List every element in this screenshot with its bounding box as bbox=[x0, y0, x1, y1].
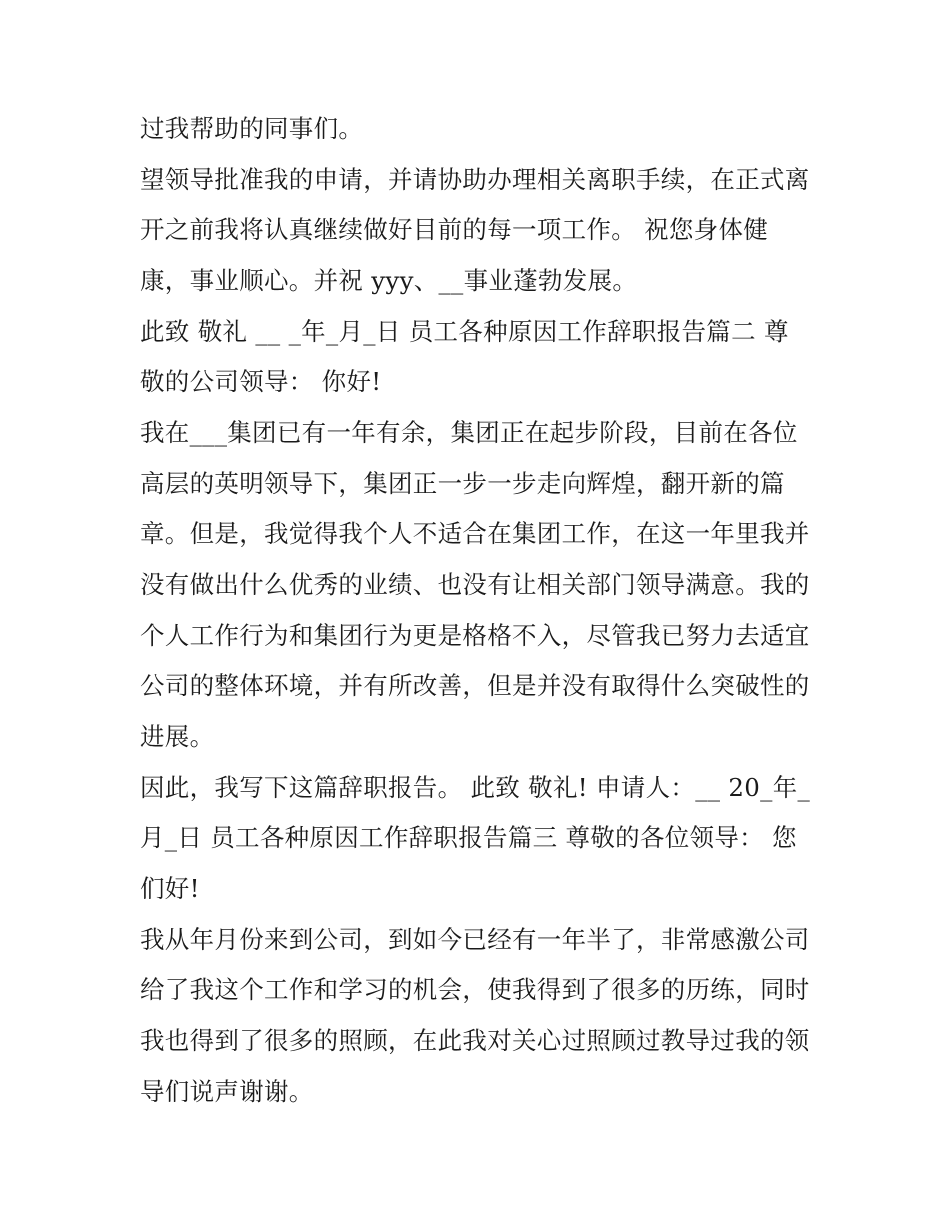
text-line: 个人工作行为和集团行为更是格格不入，尽管我已努力去适宜 bbox=[140, 621, 810, 650]
text-line: 月_日 员工各种原因工作辞职报告篇三 尊敬的各位领导： 您 bbox=[140, 823, 797, 852]
text-line: 导们说声谢谢。 bbox=[140, 1077, 314, 1106]
text-line: 章。但是，我觉得我个人不适合在集团工作，在这一年里我并 bbox=[140, 519, 810, 548]
text-line: 进展。 bbox=[140, 722, 215, 751]
text-line: 康，事业顺心。并祝 yyy、__事业蓬勃发展。 bbox=[140, 266, 638, 295]
text-line: 过我帮助的同事们。 bbox=[140, 114, 364, 143]
text-line: 高层的英明领导下，集团正一步一步走向辉煌，翻开新的篇 bbox=[140, 469, 785, 498]
text-line: 因此，我写下这篇辞职报告。 此致 敬礼! 申请人：__ 20_年_ bbox=[140, 773, 811, 802]
text-line: 望领导批准我的申请，并请协助办理相关离职手续，在正式离 bbox=[140, 165, 810, 194]
text-line: 没有做出什么优秀的业绩、也没有让相关部门领导满意。我的 bbox=[140, 570, 810, 599]
text-line: 敬的公司领导： 你好! bbox=[140, 367, 382, 396]
text-line: 我在___集团已有一年有余，集团正在起步阶段，目前在各位 bbox=[140, 418, 798, 447]
text-line: 们好! bbox=[140, 874, 200, 903]
text-line: 我也得到了很多的照顾，在此我对关心过照顾过教导过我的领 bbox=[140, 1026, 810, 1055]
text-line: 我从年月份来到公司，到如今已经有一年半了，非常感激公司 bbox=[140, 925, 810, 954]
text-line: 开之前我将认真继续做好目前的每一项工作。 祝您身体健 bbox=[140, 215, 769, 244]
text-line: 给了我这个工作和学习的机会，使我得到了很多的历练，同时 bbox=[140, 975, 810, 1004]
text-line: 此致 敬礼 __ _年_月_日 员工各种原因工作辞职报告篇二 尊 bbox=[140, 317, 789, 346]
text-line: 公司的整体环境，并有所改善，但是并没有取得什么突破性的 bbox=[140, 671, 810, 700]
